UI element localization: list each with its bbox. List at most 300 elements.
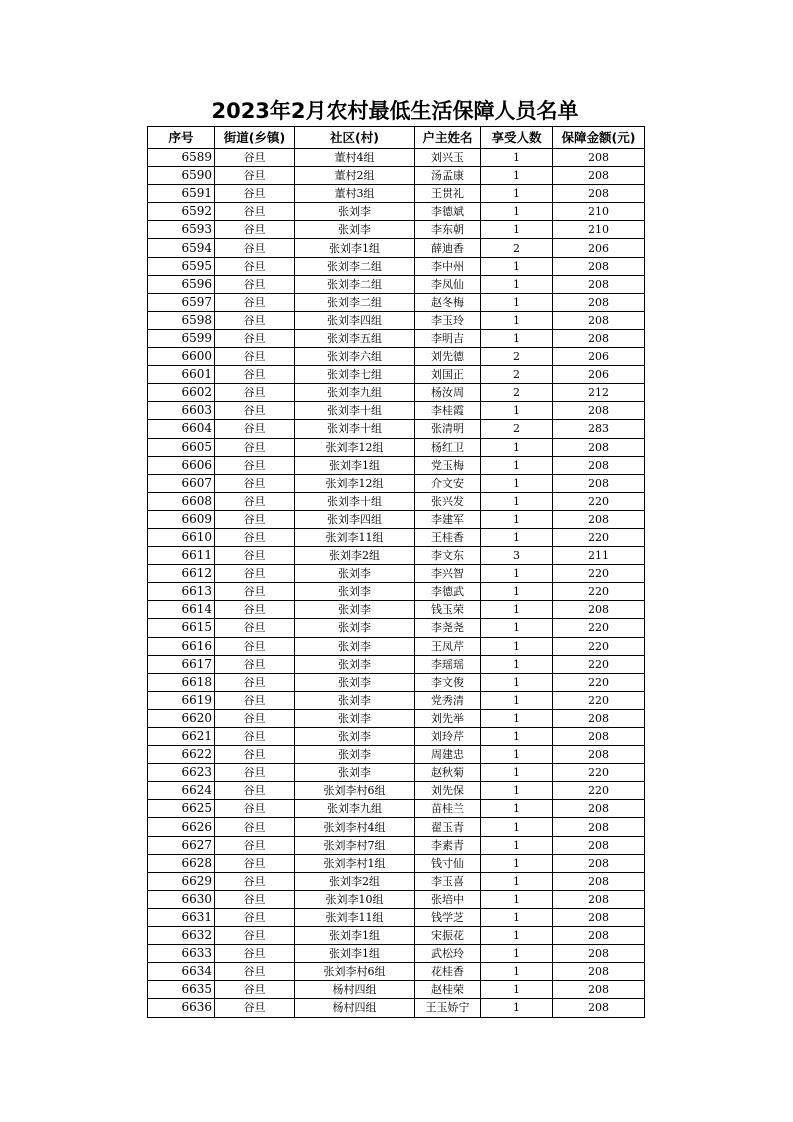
cell-community: 张刘李村1组 [295, 854, 415, 872]
table-row [148, 655, 645, 673]
cell-street: 谷旦 [215, 673, 295, 691]
cell-street: 谷旦 [215, 293, 295, 311]
cell-amount: 208 [553, 293, 645, 311]
cell-householder: 杨红卫 [415, 438, 481, 456]
cell-persons: 1 [481, 149, 553, 167]
table-row [148, 257, 645, 275]
cell-street: 谷旦 [215, 836, 295, 854]
cell-persons: 1 [481, 908, 553, 926]
cell-community: 张刘李十组 [295, 402, 415, 420]
cell-street: 谷旦 [215, 872, 295, 890]
cell-amount: 220 [553, 655, 645, 673]
cell-amount: 212 [553, 384, 645, 402]
table-row [148, 384, 645, 402]
cell-community: 张刘李九组 [295, 384, 415, 402]
cell-seq: 6635 [148, 981, 215, 999]
table-row [148, 329, 645, 347]
cell-community: 张刘李12组 [295, 474, 415, 492]
cell-seq: 6592 [148, 203, 215, 221]
cell-community: 张刘李11组 [295, 908, 415, 926]
cell-street: 谷旦 [215, 221, 295, 239]
cell-street: 谷旦 [215, 275, 295, 293]
cell-amount: 208 [553, 854, 645, 872]
cell-persons: 1 [481, 203, 553, 221]
cell-seq: 6598 [148, 311, 215, 329]
cell-persons: 1 [481, 185, 553, 203]
table-row [148, 275, 645, 293]
cell-street: 谷旦 [215, 474, 295, 492]
table-row [148, 836, 645, 854]
cell-street: 谷旦 [215, 981, 295, 999]
cell-street: 谷旦 [215, 438, 295, 456]
cell-street: 谷旦 [215, 728, 295, 746]
cell-street: 谷旦 [215, 528, 295, 546]
table-row [148, 149, 645, 167]
cell-amount: 208 [553, 981, 645, 999]
cell-community: 张刘李2组 [295, 872, 415, 890]
cell-community: 张刘李12组 [295, 438, 415, 456]
cell-community: 张刘李 [295, 728, 415, 746]
cell-seq: 6599 [148, 329, 215, 347]
table-body [148, 149, 645, 1018]
cell-amount: 210 [553, 203, 645, 221]
cell-amount: 220 [553, 782, 645, 800]
cell-seq: 6596 [148, 275, 215, 293]
cell-community: 张刘李村7组 [295, 836, 415, 854]
cell-community: 杨村四组 [295, 981, 415, 999]
cell-seq: 6605 [148, 438, 215, 456]
cell-community: 张刘李1组 [295, 456, 415, 474]
cell-persons: 1 [481, 963, 553, 981]
cell-community: 张刘李二组 [295, 257, 415, 275]
table-row [148, 167, 645, 185]
cell-householder: 李文俊 [415, 673, 481, 691]
cell-seq: 6602 [148, 384, 215, 402]
cell-community: 张刘李十组 [295, 420, 415, 438]
cell-householder: 薛迪香 [415, 239, 481, 257]
table-row [148, 221, 645, 239]
cell-householder: 苗桂兰 [415, 800, 481, 818]
cell-persons: 1 [481, 456, 553, 474]
cell-householder: 王桂香 [415, 528, 481, 546]
cell-community: 张刘李11组 [295, 528, 415, 546]
cell-householder: 王玉娇宁 [415, 999, 481, 1017]
cell-householder: 李玉玲 [415, 311, 481, 329]
cell-seq: 6621 [148, 728, 215, 746]
table-row [148, 239, 645, 257]
cell-seq: 6600 [148, 348, 215, 366]
cell-street: 谷旦 [215, 655, 295, 673]
cell-persons: 2 [481, 420, 553, 438]
recipient-table [147, 126, 645, 1018]
cell-seq: 6631 [148, 908, 215, 926]
cell-street: 谷旦 [215, 782, 295, 800]
cell-amount: 220 [553, 528, 645, 546]
cell-seq: 6615 [148, 619, 215, 637]
table-row [148, 890, 645, 908]
cell-persons: 1 [481, 257, 553, 275]
cell-seq: 6616 [148, 637, 215, 655]
cell-householder: 刘玲芹 [415, 728, 481, 746]
cell-householder: 刘先举 [415, 709, 481, 727]
cell-community: 张刘李十组 [295, 492, 415, 510]
cell-community: 张刘李10组 [295, 890, 415, 908]
header-householder: 户主姓名 [415, 127, 481, 149]
cell-persons: 1 [481, 221, 553, 239]
cell-seq: 6629 [148, 872, 215, 890]
cell-street: 谷旦 [215, 800, 295, 818]
cell-amount: 206 [553, 239, 645, 257]
table-row [148, 927, 645, 945]
cell-community: 张刘李 [295, 637, 415, 655]
table-row [148, 709, 645, 727]
cell-amount: 208 [553, 927, 645, 945]
cell-householder: 介文安 [415, 474, 481, 492]
cell-amount: 220 [553, 565, 645, 583]
cell-amount: 208 [553, 709, 645, 727]
cell-seq: 6619 [148, 691, 215, 709]
cell-street: 谷旦 [215, 927, 295, 945]
cell-amount: 220 [553, 764, 645, 782]
cell-persons: 1 [481, 619, 553, 637]
cell-seq: 6632 [148, 927, 215, 945]
cell-amount: 208 [553, 999, 645, 1017]
cell-community: 张刘李二组 [295, 275, 415, 293]
cell-amount: 208 [553, 728, 645, 746]
table-row [148, 999, 645, 1017]
cell-householder: 李德武 [415, 583, 481, 601]
cell-amount: 210 [553, 221, 645, 239]
cell-householder: 张兴发 [415, 492, 481, 510]
cell-amount: 208 [553, 945, 645, 963]
cell-persons: 1 [481, 438, 553, 456]
cell-householder: 李兴智 [415, 565, 481, 583]
cell-householder: 翟玉青 [415, 818, 481, 836]
table-row [148, 872, 645, 890]
cell-householder: 刘先保 [415, 782, 481, 800]
cell-street: 谷旦 [215, 456, 295, 474]
cell-seq: 6604 [148, 420, 215, 438]
cell-seq: 6607 [148, 474, 215, 492]
cell-community: 张刘李 [295, 619, 415, 637]
table-row [148, 547, 645, 565]
cell-community: 张刘李 [295, 709, 415, 727]
cell-community: 张刘李 [295, 746, 415, 764]
cell-community: 董村3组 [295, 185, 415, 203]
cell-community: 张刘李村6组 [295, 782, 415, 800]
table-row [148, 764, 645, 782]
cell-seq: 6613 [148, 583, 215, 601]
header-amount: 保障金额(元) [553, 127, 645, 149]
cell-amount: 208 [553, 872, 645, 890]
cell-householder: 李玉喜 [415, 872, 481, 890]
cell-seq: 6597 [148, 293, 215, 311]
cell-street: 谷旦 [215, 764, 295, 782]
cell-amount: 208 [553, 800, 645, 818]
cell-persons: 2 [481, 366, 553, 384]
cell-householder: 李建军 [415, 510, 481, 528]
cell-householder: 刘先德 [415, 348, 481, 366]
cell-persons: 1 [481, 746, 553, 764]
table-row [148, 185, 645, 203]
cell-community: 杨村四组 [295, 999, 415, 1017]
cell-street: 谷旦 [215, 637, 295, 655]
cell-seq: 6627 [148, 836, 215, 854]
table-row [148, 908, 645, 926]
cell-seq: 6591 [148, 185, 215, 203]
cell-seq: 6625 [148, 800, 215, 818]
cell-seq: 6606 [148, 456, 215, 474]
cell-amount: 208 [553, 908, 645, 926]
cell-householder: 李凤仙 [415, 275, 481, 293]
table-row [148, 728, 645, 746]
cell-street: 谷旦 [215, 691, 295, 709]
cell-street: 谷旦 [215, 565, 295, 583]
cell-persons: 1 [481, 655, 553, 673]
cell-householder: 武松玲 [415, 945, 481, 963]
cell-street: 谷旦 [215, 945, 295, 963]
cell-street: 谷旦 [215, 203, 295, 221]
cell-seq: 6622 [148, 746, 215, 764]
cell-persons: 1 [481, 673, 553, 691]
cell-persons: 3 [481, 547, 553, 565]
cell-persons: 1 [481, 981, 553, 999]
table-row [148, 311, 645, 329]
table-row [148, 818, 645, 836]
cell-persons: 2 [481, 348, 553, 366]
cell-persons: 1 [481, 275, 553, 293]
cell-householder: 李瑶瑶 [415, 655, 481, 673]
cell-seq: 6618 [148, 673, 215, 691]
cell-street: 谷旦 [215, 601, 295, 619]
cell-seq: 6617 [148, 655, 215, 673]
cell-seq: 6610 [148, 528, 215, 546]
cell-street: 谷旦 [215, 908, 295, 926]
cell-persons: 1 [481, 510, 553, 528]
cell-community: 张刘李四组 [295, 311, 415, 329]
cell-householder: 李尧尧 [415, 619, 481, 637]
cell-community: 张刘李1组 [295, 239, 415, 257]
cell-householder: 张培中 [415, 890, 481, 908]
cell-seq: 6611 [148, 547, 215, 565]
cell-street: 谷旦 [215, 384, 295, 402]
cell-persons: 1 [481, 637, 553, 655]
table-row [148, 981, 645, 999]
cell-persons: 1 [481, 800, 553, 818]
cell-street: 谷旦 [215, 329, 295, 347]
cell-seq: 6609 [148, 510, 215, 528]
cell-amount: 208 [553, 601, 645, 619]
cell-householder: 赵冬梅 [415, 293, 481, 311]
cell-persons: 1 [481, 601, 553, 619]
cell-persons: 1 [481, 854, 553, 872]
cell-householder: 宋振花 [415, 927, 481, 945]
cell-street: 谷旦 [215, 547, 295, 565]
cell-persons: 1 [481, 890, 553, 908]
cell-seq: 6612 [148, 565, 215, 583]
cell-householder: 王凤芹 [415, 637, 481, 655]
cell-street: 谷旦 [215, 492, 295, 510]
cell-community: 张刘李 [295, 565, 415, 583]
cell-community: 张刘李 [295, 221, 415, 239]
cell-persons: 1 [481, 945, 553, 963]
cell-street: 谷旦 [215, 709, 295, 727]
cell-amount: 208 [553, 890, 645, 908]
cell-seq: 6623 [148, 764, 215, 782]
table-row [148, 492, 645, 510]
table-row [148, 456, 645, 474]
cell-seq: 6620 [148, 709, 215, 727]
table-header-row [148, 127, 645, 149]
table-row [148, 474, 645, 492]
cell-community: 张刘李村6组 [295, 963, 415, 981]
table-row [148, 293, 645, 311]
cell-seq: 6636 [148, 999, 215, 1017]
cell-seq: 6593 [148, 221, 215, 239]
cell-persons: 1 [481, 565, 553, 583]
cell-amount: 208 [553, 275, 645, 293]
table-row [148, 565, 645, 583]
cell-amount: 208 [553, 257, 645, 275]
cell-community: 张刘李 [295, 583, 415, 601]
cell-seq: 6626 [148, 818, 215, 836]
cell-community: 张刘李村4组 [295, 818, 415, 836]
table-row [148, 420, 645, 438]
cell-amount: 211 [553, 547, 645, 565]
cell-persons: 1 [481, 329, 553, 347]
cell-amount: 208 [553, 149, 645, 167]
table-row [148, 963, 645, 981]
cell-seq: 6614 [148, 601, 215, 619]
table-row [148, 800, 645, 818]
cell-persons: 1 [481, 836, 553, 854]
cell-householder: 李中州 [415, 257, 481, 275]
cell-persons: 2 [481, 239, 553, 257]
cell-amount: 208 [553, 818, 645, 836]
cell-community: 张刘李1组 [295, 927, 415, 945]
cell-householder: 李东朝 [415, 221, 481, 239]
cell-seq: 6594 [148, 239, 215, 257]
cell-amount: 208 [553, 185, 645, 203]
cell-street: 谷旦 [215, 619, 295, 637]
cell-street: 谷旦 [215, 239, 295, 257]
cell-community: 董村4组 [295, 149, 415, 167]
cell-householder: 刘国正 [415, 366, 481, 384]
cell-street: 谷旦 [215, 420, 295, 438]
table-row [148, 583, 645, 601]
cell-householder: 赵秋菊 [415, 764, 481, 782]
cell-street: 谷旦 [215, 583, 295, 601]
cell-street: 谷旦 [215, 311, 295, 329]
cell-street: 谷旦 [215, 149, 295, 167]
cell-amount: 208 [553, 167, 645, 185]
table-row [148, 945, 645, 963]
cell-householder: 李素青 [415, 836, 481, 854]
cell-community: 张刘李 [295, 691, 415, 709]
cell-street: 谷旦 [215, 746, 295, 764]
cell-householder: 钱寸仙 [415, 854, 481, 872]
table-row [148, 366, 645, 384]
cell-street: 谷旦 [215, 402, 295, 420]
cell-amount: 208 [553, 456, 645, 474]
cell-community: 张刘李六组 [295, 348, 415, 366]
cell-amount: 208 [553, 402, 645, 420]
cell-amount: 220 [553, 492, 645, 510]
table-row [148, 438, 645, 456]
cell-persons: 1 [481, 709, 553, 727]
cell-seq: 6589 [148, 149, 215, 167]
cell-community: 董村2组 [295, 167, 415, 185]
cell-community: 张刘李1组 [295, 945, 415, 963]
cell-householder: 钱学芝 [415, 908, 481, 926]
cell-street: 谷旦 [215, 167, 295, 185]
cell-street: 谷旦 [215, 348, 295, 366]
cell-persons: 1 [481, 999, 553, 1017]
table-row [148, 673, 645, 691]
cell-community: 张刘李 [295, 764, 415, 782]
cell-amount: 220 [553, 583, 645, 601]
cell-amount: 283 [553, 420, 645, 438]
cell-householder: 杨汝周 [415, 384, 481, 402]
cell-persons: 1 [481, 293, 553, 311]
cell-persons: 1 [481, 167, 553, 185]
cell-seq: 6608 [148, 492, 215, 510]
header-persons: 享受人数 [481, 127, 553, 149]
cell-amount: 208 [553, 836, 645, 854]
cell-persons: 1 [481, 818, 553, 836]
table-row [148, 203, 645, 221]
cell-community: 张刘李九组 [295, 800, 415, 818]
cell-persons: 1 [481, 782, 553, 800]
cell-street: 谷旦 [215, 890, 295, 908]
cell-persons: 1 [481, 691, 553, 709]
cell-community: 张刘李五组 [295, 329, 415, 347]
cell-persons: 1 [481, 728, 553, 746]
cell-street: 谷旦 [215, 999, 295, 1017]
cell-amount: 208 [553, 474, 645, 492]
table-row [148, 854, 645, 872]
cell-street: 谷旦 [215, 510, 295, 528]
cell-persons: 1 [481, 492, 553, 510]
cell-street: 谷旦 [215, 366, 295, 384]
cell-householder: 钱玉荣 [415, 601, 481, 619]
cell-seq: 6633 [148, 945, 215, 963]
cell-amount: 208 [553, 746, 645, 764]
cell-persons: 1 [481, 528, 553, 546]
cell-householder: 赵桂荣 [415, 981, 481, 999]
table-row [148, 782, 645, 800]
cell-persons: 1 [481, 764, 553, 782]
cell-amount: 208 [553, 311, 645, 329]
cell-householder: 李桂霞 [415, 402, 481, 420]
cell-householder: 汤孟康 [415, 167, 481, 185]
cell-seq: 6624 [148, 782, 215, 800]
cell-community: 张刘李2组 [295, 547, 415, 565]
cell-community: 张刘李 [295, 655, 415, 673]
cell-persons: 2 [481, 384, 553, 402]
cell-householder: 张清明 [415, 420, 481, 438]
cell-community: 张刘李四组 [295, 510, 415, 528]
cell-seq: 6634 [148, 963, 215, 981]
cell-community: 张刘李二组 [295, 293, 415, 311]
cell-persons: 1 [481, 583, 553, 601]
header-community: 社区(村) [295, 127, 415, 149]
cell-householder: 李明吉 [415, 329, 481, 347]
cell-amount: 220 [553, 619, 645, 637]
table-row [148, 746, 645, 764]
table-row [148, 601, 645, 619]
cell-persons: 1 [481, 927, 553, 945]
